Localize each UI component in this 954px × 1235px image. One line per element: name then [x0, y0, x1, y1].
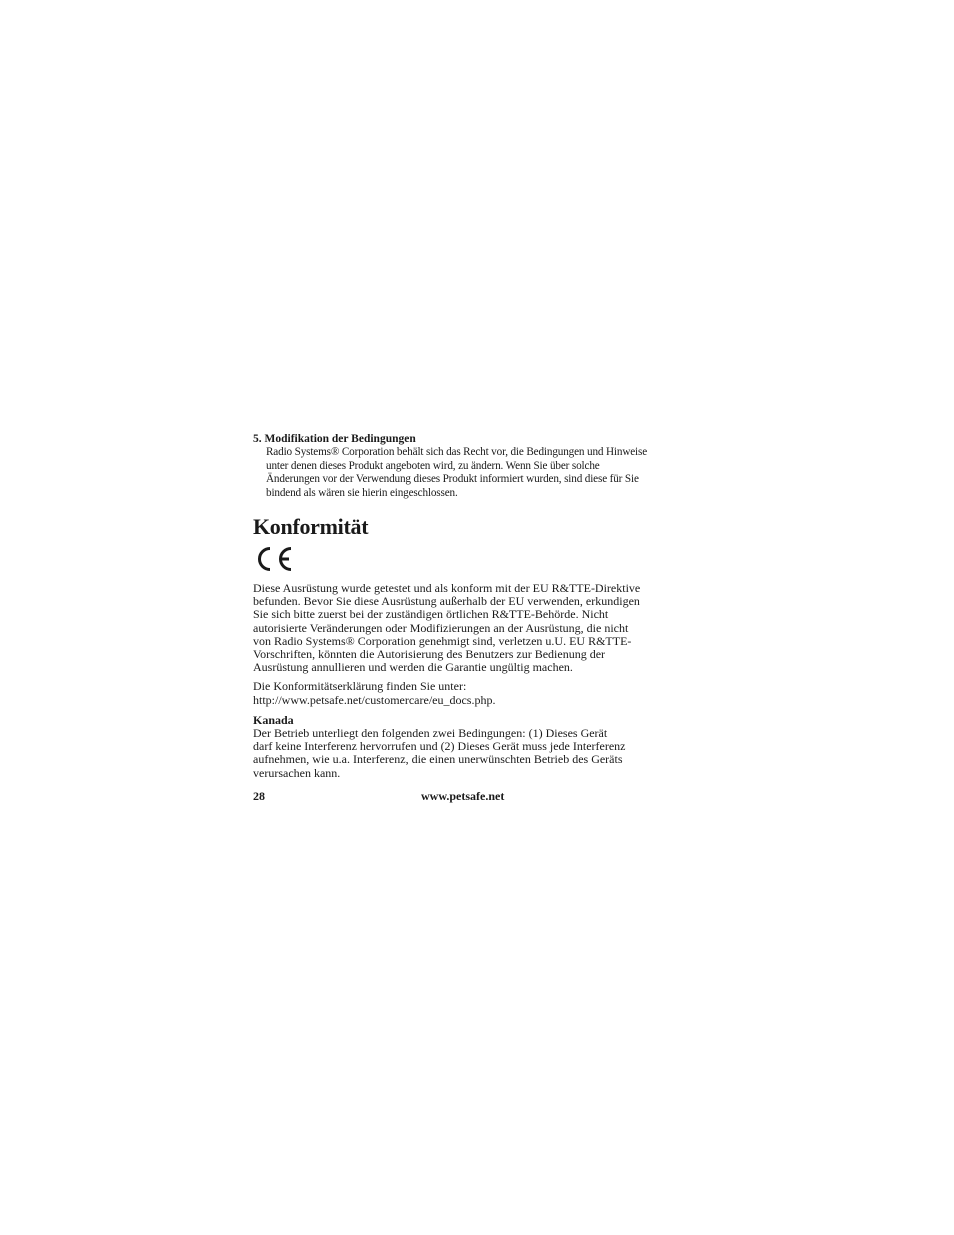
- text-line: Vorschriften, könnten die Autorisierung des Benutzers zur Bedienung der: [253, 647, 606, 662]
- text-line: Radio Systems® Corporation behält sich das Recht vor, die Bedingungen und Hinweise: [266, 446, 648, 458]
- section-body-modifikation: [266, 446, 703, 500]
- text-line: von Radio Systems® Corporation genehmigt sind, verletzen u.U. EU R&TTE-: [253, 633, 632, 648]
- section-heading-modifikation: 5. Modifikation der Bedingungen: [253, 433, 416, 445]
- footer-url: www.petsafe.net: [421, 789, 505, 803]
- text-line: Sie sich bitte zuerst bei der zuständigen örtlichen R&TTE-Behörde. Nicht: [253, 607, 609, 622]
- document-content: [253, 432, 703, 780]
- text-line: Diese Ausrüstung wurde getestet und als konform mit der EU R&TTE-Direktive: [253, 581, 641, 595]
- text-line: Die Konformitätserklärung finden Sie unter:: [253, 679, 467, 694]
- text-line: Ausrüstung annullieren und werden die Garantie ungültig machen.: [253, 660, 573, 675]
- text-line: Der Betrieb unterliegt den folgenden zwei Bedingungen: (1) Dieses Gerät: [253, 726, 608, 741]
- text-line: befunden. Bevor Sie diese Ausrüstung außerhalb der EU verwenden, erkundigen: [253, 594, 640, 609]
- declaration-url: http://www.petsafe.net/customercare/eu_docs.php.: [253, 692, 496, 707]
- paragraph-kanada: [253, 727, 703, 780]
- text-line: bindend als wären sie hierin eingeschlossen.: [266, 486, 458, 499]
- text-line: darf keine Interferenz hervorrufen und (2) Dieses Gerät muss jede Interferenz: [253, 739, 626, 754]
- ce-mark-icon: [253, 544, 293, 574]
- page-title: Konformität: [253, 514, 369, 539]
- text-line: Änderungen vor der Verwendung dieses Produkt informiert wurden, sind diese für Sie: [266, 473, 639, 485]
- text-line: autorisierte Veränderungen oder Modifizierungen an der Ausrüstung, die nicht: [253, 620, 629, 635]
- text-line: verursachen kann.: [253, 765, 341, 780]
- section-heading-kanada: Kanada: [253, 712, 294, 727]
- paragraph-declaration: [253, 680, 703, 706]
- paragraph-conformity: [253, 582, 703, 674]
- text-line: unter denen dieses Produkt angeboten wird, zu ändern. Wenn Sie über solche: [266, 459, 600, 472]
- text-line: aufnehmen, wie u.a. Interferenz, die einen unerwünschten Betrieb des Geräts: [253, 752, 623, 767]
- page-number: 28: [253, 789, 265, 803]
